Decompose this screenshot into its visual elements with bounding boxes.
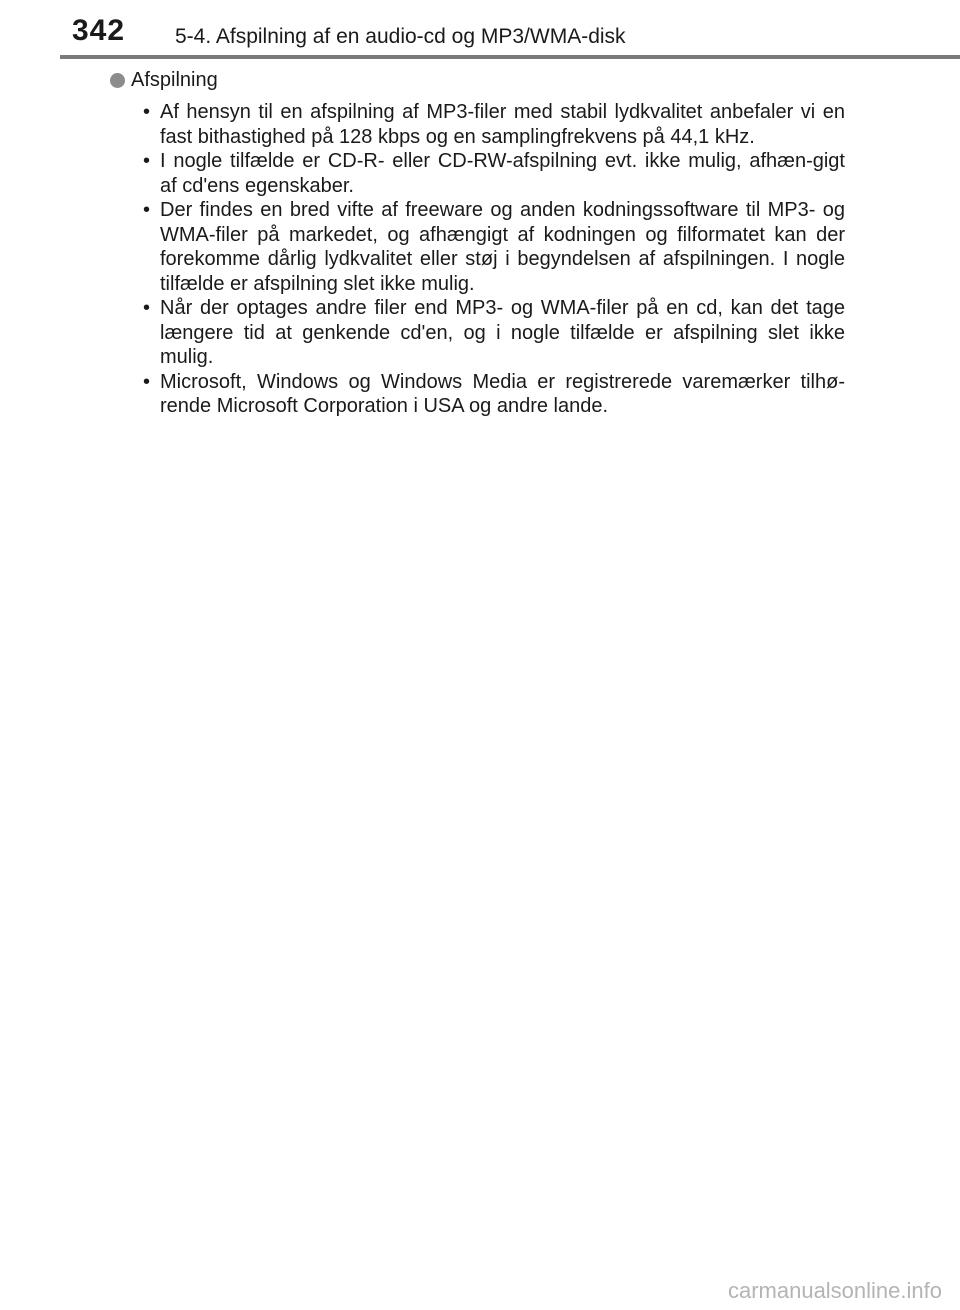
list-item: [110, 149, 845, 198]
bullet-list: [110, 100, 845, 419]
bullet-marker: •: [143, 150, 151, 172]
list-item-text: Der findes en bred vifte af freeware og anden kodningssoftware til MP3- og WMA-filer på markedet, og afhængigt af kodningen og filformatet kan der forekomme dårlig lydkvalitet eller støj i begyndelsen af afspilningen. I nogle tilfælde er afspilning slet ikke mulig.: [160, 199, 845, 295]
subsection-heading: [110, 66, 845, 94]
watermark: carmanualsonline.info: [727, 1278, 942, 1303]
list-item-text: I nogle tilfælde er CD-R- eller CD-RW-afspilning evt. ikke mulig, afhæn-gigt af cd'ens egenskaber.: [160, 150, 845, 197]
list-item: [110, 100, 845, 149]
list-item-text: Af hensyn til en afspilning af MP3-filer med stabil lydkvalitet anbefaler vi en fast bithastighed på 128 kbps og en samplingfrekvens på 44,1 kHz.: [160, 101, 845, 148]
page-number: 342: [72, 14, 126, 47]
bullet-marker: •: [143, 199, 151, 221]
subsection-heading-text: Afspilning: [131, 69, 218, 91]
list-item: [110, 198, 845, 296]
bullet-marker: •: [143, 297, 151, 319]
list-item: [110, 370, 845, 419]
list-item: [110, 296, 845, 370]
section-title: 5-4. Afspilning af en audio-cd og MP3/WMA-disk: [175, 25, 626, 48]
bullet-marker: •: [143, 370, 151, 393]
circle-bullet-icon: [110, 73, 125, 88]
content-area: [110, 66, 845, 419]
header-divider: [60, 55, 960, 59]
list-item-text: Når der optages andre filer end MP3- og WMA-filer på en cd, kan det tage længere tid at genkende cd'en, og i nogle tilfælde er afspilning slet ikke mulig.: [160, 297, 845, 368]
page-header: [0, 0, 960, 58]
bullet-marker: •: [143, 101, 151, 123]
list-item-text: Microsoft, Windows og Windows Media er registrerede varemærker tilhø-rende Microsoft Corporation i USA og andre lande.: [160, 370, 845, 417]
